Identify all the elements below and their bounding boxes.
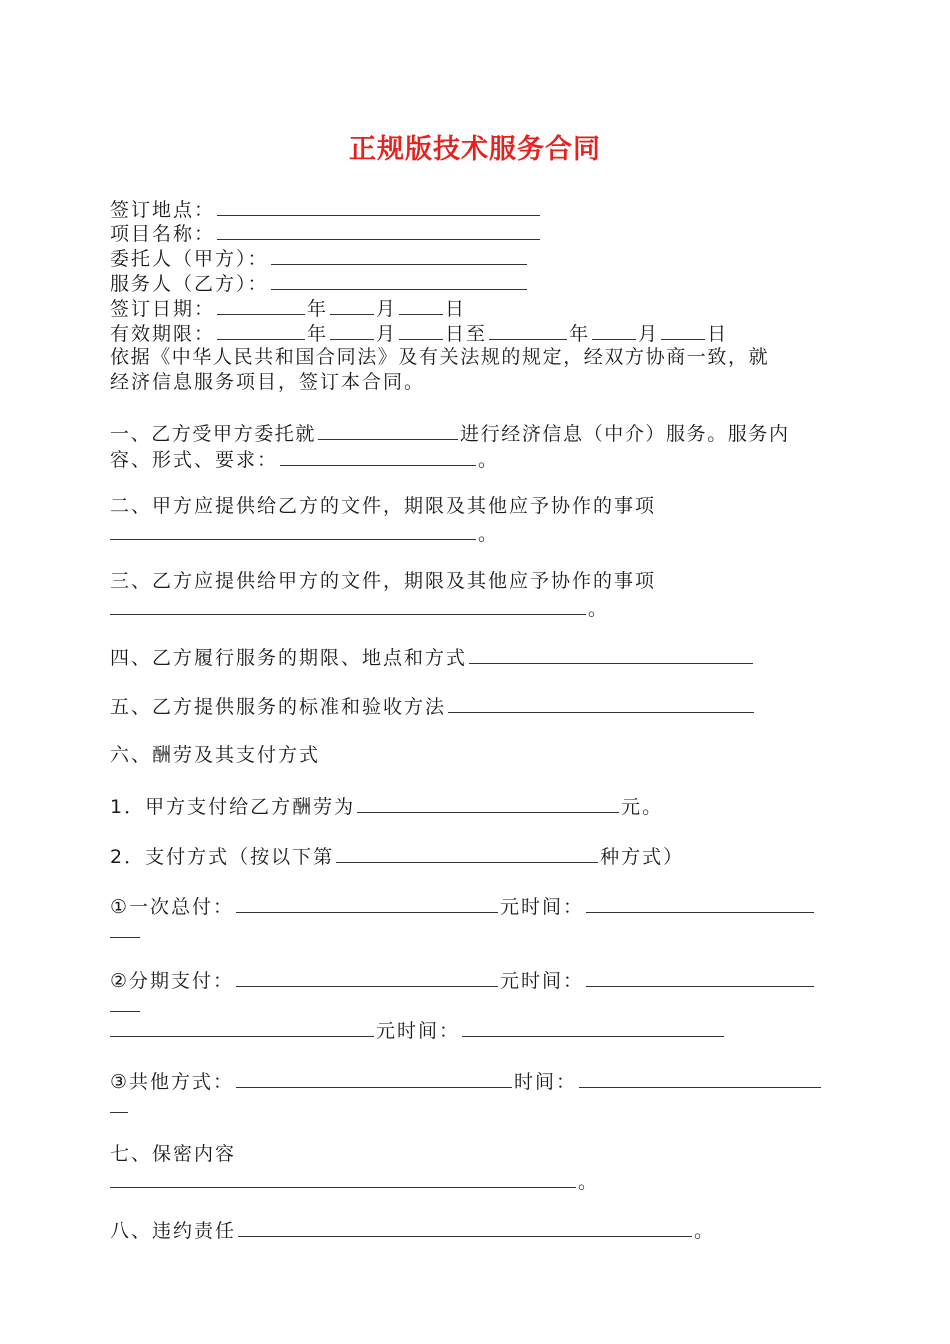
clause-4-blank	[469, 644, 753, 664]
clause-1-line-1	[110, 420, 790, 444]
clause-6-item-1-text-a: 1．甲方支付给乙方酬劳为	[110, 796, 356, 818]
payment-option-2-installment-amount-blank	[110, 1017, 374, 1037]
payment-option-2-amount-blank	[236, 967, 498, 987]
payment-option-1-amount-blank	[236, 893, 498, 913]
clause-1-blank-2	[280, 446, 476, 466]
field-provider-label: 服务人（乙方）：	[110, 273, 269, 295]
clause-6-heading: 六、酬劳及其支付方式	[110, 744, 321, 766]
intro-line-2: 经济信息服务项目，签订本合同。	[110, 371, 426, 393]
term-month2-blank	[592, 320, 636, 340]
payment-option-1-time-label: 元时间：	[500, 896, 585, 918]
field-place-label: 签订地点：	[110, 199, 216, 221]
term-month2-label: 月	[638, 323, 660, 345]
payment-option-2-installment	[110, 1017, 726, 1041]
clause-7-line-2	[110, 1168, 599, 1192]
clause-7-blank	[110, 1168, 576, 1188]
payment-option-3-wrap-blank	[110, 1093, 128, 1113]
field-term	[110, 320, 728, 344]
intro-line-1: 依据《中华人民共和国合同法》及有关法规的规定，经双方协商一致，就	[110, 346, 770, 368]
clause-3-blank	[110, 595, 586, 615]
field-provider	[110, 270, 529, 294]
clause-1-text-c: 容、形式、要求：	[110, 449, 279, 471]
date-month-label: 月	[376, 298, 398, 320]
field-project-label: 项目名称：	[110, 223, 216, 245]
payment-option-3-label: ③共他方式：	[110, 1071, 235, 1093]
clause-2-line-2	[110, 520, 499, 544]
clause-1-end: 。	[478, 449, 500, 471]
term-month-label: 月	[376, 323, 398, 345]
field-project	[110, 220, 542, 244]
clause-6-item-2	[110, 843, 684, 867]
clause-6-item-2-text-b: 种方式）	[600, 846, 685, 868]
payment-option-2-label: ②分期支付：	[110, 970, 235, 992]
clause-1-text-b: 进行经济信息（中介）服务。服务内	[460, 423, 790, 445]
payment-option-1-time-blank	[586, 893, 814, 913]
payment-option-1-label: ①一次总付：	[110, 896, 235, 918]
term-day-blank	[399, 320, 443, 340]
clause-4	[110, 644, 755, 668]
payment-option-3-wrap	[110, 1093, 130, 1117]
date-year-blank	[217, 295, 305, 315]
clause-6-item-2-blank	[336, 843, 598, 863]
payment-option-3-time-label: 时间：	[514, 1071, 578, 1093]
clause-5	[110, 693, 756, 717]
clause-7-line-1: 七、保密内容	[110, 1143, 237, 1165]
term-year2-label: 年	[569, 323, 591, 345]
field-client-label: 委托人（甲方）：	[110, 248, 269, 270]
clause-6-item-1-blank	[357, 793, 619, 813]
term-year-blank	[217, 320, 305, 340]
clause-8-end: 。	[694, 1220, 716, 1242]
clause-1-text-a: 一、乙方受甲方委托就	[110, 423, 317, 445]
clause-3-line-2	[110, 595, 609, 619]
field-client	[110, 245, 529, 269]
clause-5-text: 五、乙方提供服务的标准和验收方法	[110, 696, 447, 718]
clause-2-line-1: 二、甲方应提供给乙方的文件，期限及其他应予协作的事项	[110, 495, 657, 517]
field-place	[110, 196, 542, 220]
payment-option-3-blank	[236, 1068, 512, 1088]
clause-1-line-2	[110, 446, 499, 470]
payment-option-2-wrap	[110, 992, 142, 1016]
payment-option-2-time-label: 元时间：	[500, 970, 585, 992]
clause-1-blank-1	[318, 420, 458, 440]
term-year2-blank	[489, 320, 567, 340]
field-place-blank	[217, 196, 540, 216]
clause-8	[110, 1217, 715, 1241]
document-title: 正规版技术服务合同	[349, 134, 601, 165]
clause-6-item-1	[110, 793, 663, 817]
clause-7-end: 。	[578, 1171, 600, 1193]
payment-option-1	[110, 893, 816, 917]
field-date	[110, 295, 466, 319]
payment-option-2-wrap-blank	[110, 992, 140, 1012]
term-day2-label: 日	[707, 323, 729, 345]
date-year-label: 年	[307, 298, 329, 320]
clause-8-blank	[238, 1217, 692, 1237]
term-year-label: 年	[307, 323, 329, 345]
clause-2-blank	[110, 520, 476, 540]
clause-5-blank	[448, 693, 754, 713]
payment-option-3-time-blank	[579, 1068, 821, 1088]
field-provider-blank	[271, 270, 527, 290]
clause-3-line-1: 三、乙方应提供给甲方的文件，期限及其他应予协作的事项	[110, 570, 657, 592]
payment-option-2-installment-time-label: 元时间：	[376, 1020, 461, 1042]
payment-option-1-wrap	[110, 918, 142, 942]
clause-2-end: 。	[478, 523, 500, 545]
payment-option-2-time-blank	[586, 967, 814, 987]
field-project-blank	[217, 220, 540, 240]
term-day-to-label: 日至	[445, 323, 488, 345]
payment-option-1-wrap-blank	[110, 918, 140, 938]
date-day-blank	[399, 295, 443, 315]
field-client-blank	[271, 245, 527, 265]
clause-6-item-2-text-a: 2．支付方式（按以下第	[110, 846, 335, 868]
payment-option-3	[110, 1068, 823, 1092]
clause-6-item-1-text-b: 元。	[621, 796, 664, 818]
term-month-blank	[330, 320, 374, 340]
clause-3-end: 。	[588, 598, 610, 620]
clause-8-text: 八、违约责任	[110, 1220, 237, 1242]
date-month-blank	[330, 295, 374, 315]
clause-4-text: 四、乙方履行服务的期限、地点和方式	[110, 647, 468, 669]
payment-option-2	[110, 967, 816, 991]
payment-option-2-installment-time-blank	[462, 1017, 724, 1037]
term-day2-blank	[661, 320, 705, 340]
field-date-label: 签订日期：	[110, 298, 216, 320]
date-day-label: 日	[445, 298, 467, 320]
field-term-label: 有效期限：	[110, 323, 216, 345]
